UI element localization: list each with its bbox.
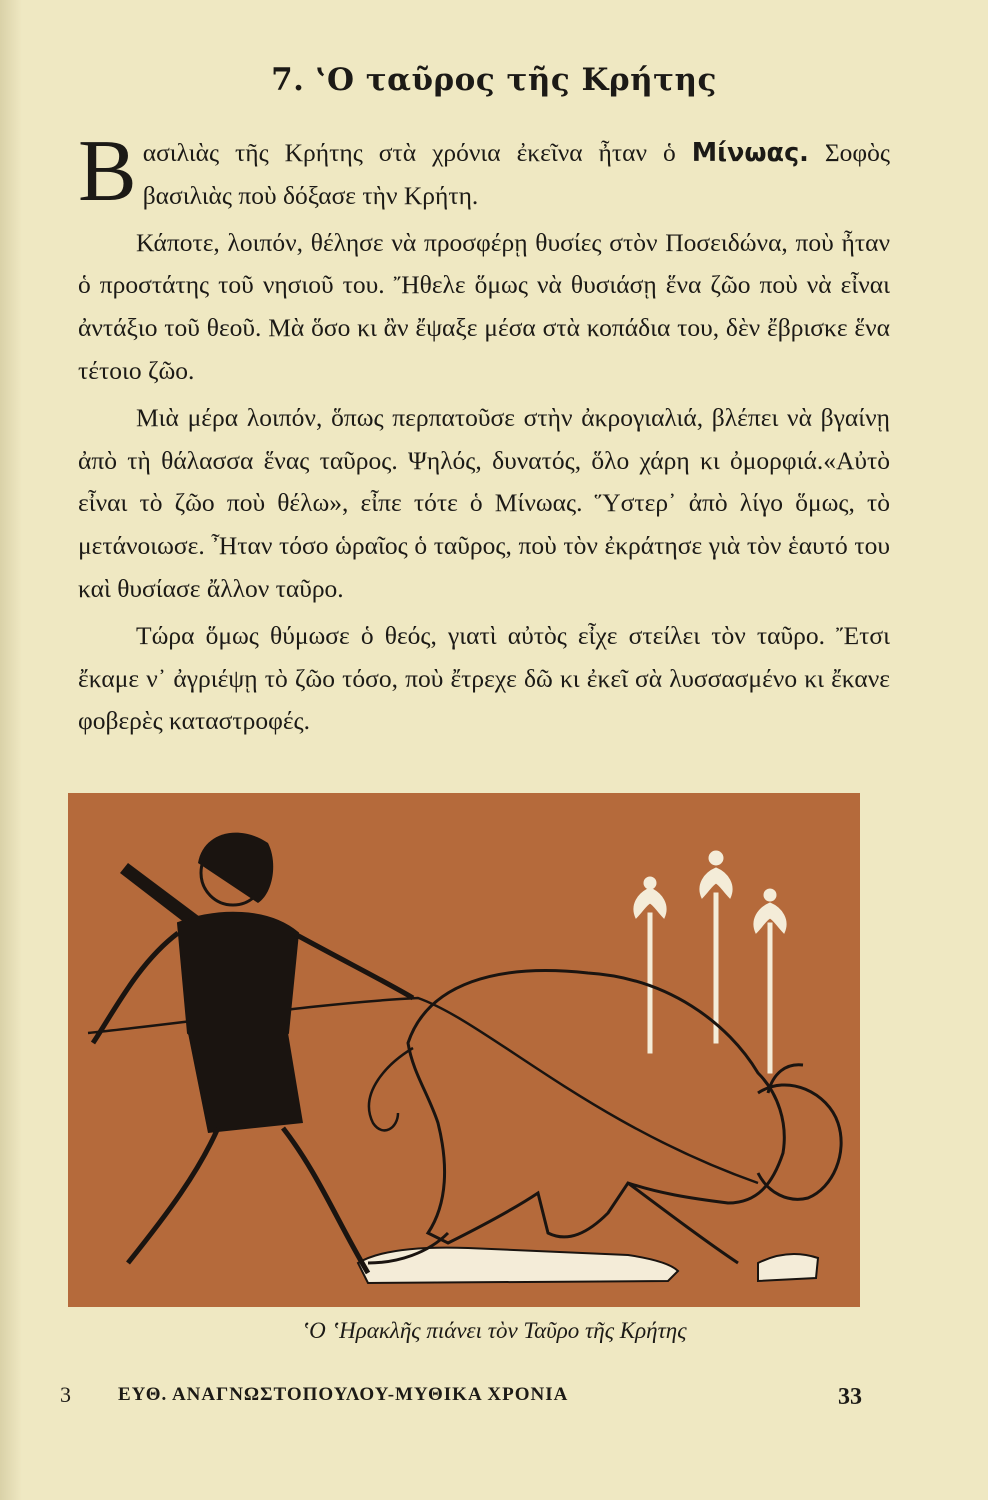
heracles-tunic xyxy=(188,1033,303,1133)
king-name: Μίνωας. xyxy=(691,138,809,168)
body-text xyxy=(78,123,890,743)
heracles-bull-illustration xyxy=(68,793,860,1307)
heracles-arm-right xyxy=(293,933,413,998)
heracles-leg-left xyxy=(128,1128,218,1263)
chapter-title: 7. ‛Ο ταῦρος τῆς Κρήτης xyxy=(271,62,717,98)
heracles-arm-left xyxy=(93,933,178,1043)
ground-white-patch xyxy=(358,1248,678,1283)
vase-painting xyxy=(68,793,860,1307)
bull-tail xyxy=(369,1048,413,1130)
ground-right-patch xyxy=(758,1254,818,1281)
paragraph-1-start: ασιλιὰς τῆς Κρήτης στὰ χρόνια ἐκεῖνα ἦταν ὁ xyxy=(142,138,692,167)
heracles-figure xyxy=(93,833,413,1273)
drop-cap: Β xyxy=(78,123,137,220)
lily-plant-1 xyxy=(634,877,666,1053)
paragraph-3: Μιὰ μέρα λοιπόν, ὅπως περπατοῦσε στὴν ἀκρογιαλιά, βλέπει νὰ βγαίνῃ ἀπὸ τὴ θάλασσα ἕνας ταῦρος. Ψηλός, δυνατός, ὅλο χάρη κι ὀμορφιά.«Αὐτὸ εἶναι τὸ ζῶο ποὺ θέλω», εἶπε τότε ὁ Μίνωας. Ὕστερ᾽ ἀπὸ λίγο ὅμως, τὸ μετάνοιωσε. Ἦταν τόσο ὡραῖος ὁ ταῦρος, ποὺ τὸν ἐκράτησε γιὰ τὸν ἑαυτό του καὶ θυσίασε ἄλλον ταῦρο. xyxy=(78,402,890,603)
binding-shadow xyxy=(0,0,22,1500)
figure-caption: ‛Ο ‛Ηρακλῆς πιάνει τὸν Ταῦρο τῆς Κρήτης xyxy=(301,1318,687,1343)
paragraph-1 xyxy=(78,123,890,220)
bull-horn xyxy=(768,1065,803,1093)
page-number: 33 xyxy=(838,1384,862,1410)
heracles-torso xyxy=(178,913,298,1048)
lily-plant-3 xyxy=(754,889,786,1073)
signature-mark: 3 xyxy=(60,1382,71,1407)
paragraph-4: Τώρα ὅμως θύμωσε ὁ θεός, γιατὶ αὐτὸς εἶχε στείλει τὸν ταῦρο. Ἔτσι ἔκαμε ν᾽ ἀγριέψῃ τὸ ζῶο τόσο, ποὺ ἔτρεχε δῶ κι ἐκεῖ σὰ λυσσασμένο κι ἔκανε φοβερὲς καταστροφές. xyxy=(78,620,890,736)
heracles-leg-right xyxy=(283,1128,368,1273)
running-title: ΕΥΘ. ΑΝΑΓΝΩΣΤΟΠΟΥΛΟΥ-ΜΥΘΙΚΑ ΧΡΟΝΙΑ xyxy=(118,1384,569,1405)
paragraph-1-end: Σοφὸς βασιλιὰς ποὺ δόξασε τὴν Κρήτη. xyxy=(142,138,890,210)
paragraph-2: Κάποτε, λοιπόν, θέλησε νὰ προσφέρῃ θυσίες στὸν Ποσειδώνα, ποὺ ἦταν ὁ προστάτης τοῦ νησιοῦ του. Ἤθελε ὅμως νὰ θυσιάσῃ ἕνα ζῶο ποὺ νὰ εἶναι ἀντάξιο τοῦ θεοῦ. Μὰ ὅσο κι ἂν ἔψαξε μέσα στὰ κοπάδια του, δὲν ἔβρισκε ἕνα τέτοιο ζῶο. xyxy=(78,227,890,385)
